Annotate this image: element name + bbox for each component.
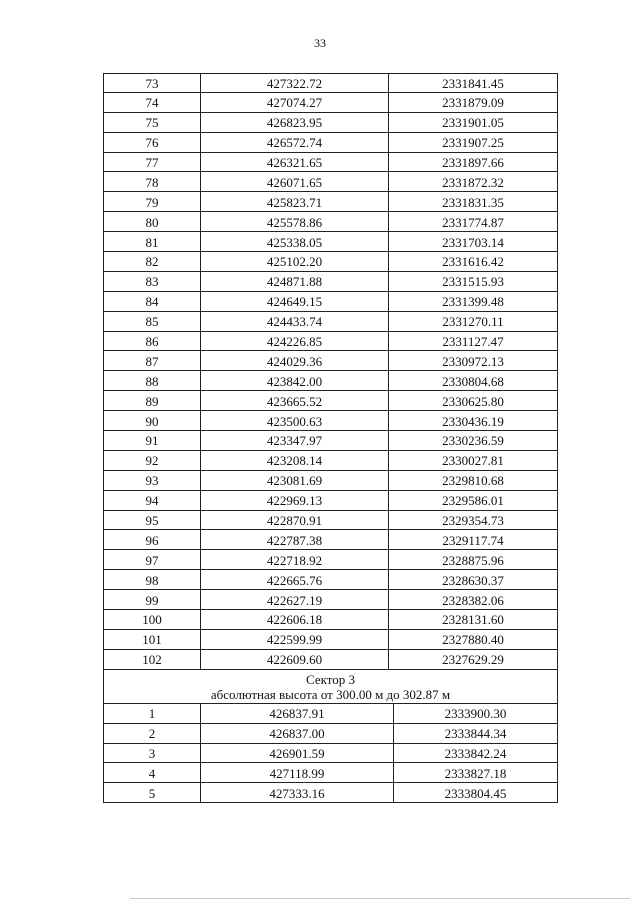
x-coordinate-cell: 422718.92 <box>201 550 389 569</box>
y-coordinate-cell: 2331127.47 <box>442 334 504 350</box>
y-coordinate-cell: 2331616.42 <box>442 254 504 270</box>
point-number-cell: 5 <box>104 783 201 802</box>
table-row <box>103 744 558 764</box>
x-coordinate-cell: 427322.72 <box>201 74 389 92</box>
table-row <box>103 153 558 173</box>
y-coordinate-cell: 2328131.60 <box>442 612 504 628</box>
x-coordinate-cell: 427333.16 <box>201 783 394 802</box>
table-row <box>103 704 558 724</box>
table-row <box>103 630 558 650</box>
table-row <box>103 451 558 471</box>
y-coordinate-cell: 2328382.06 <box>442 592 504 608</box>
y-coordinate-cell: 2330236.59 <box>442 433 504 449</box>
y-coordinate-cell: 2330625.80 <box>442 393 504 409</box>
point-number-cell: 78 <box>104 172 201 191</box>
x-coordinate-cell: 426823.95 <box>201 113 389 132</box>
point-number-cell: 81 <box>104 232 201 251</box>
table-row <box>103 550 558 570</box>
table-row <box>103 511 558 531</box>
y-coordinate-cell: 2333827.18 <box>444 765 507 781</box>
point-number-cell: 90 <box>104 411 201 430</box>
x-coordinate-cell: 422665.76 <box>201 570 389 589</box>
x-coordinate-cell: 422787.38 <box>201 530 389 549</box>
point-number-cell: 4 <box>104 763 201 782</box>
y-coordinate-cell: 2333900.30 <box>444 706 507 722</box>
x-coordinate-cell: 422969.13 <box>201 491 389 510</box>
point-number-cell: 92 <box>104 451 201 470</box>
y-coordinate-cell: 2327629.29 <box>442 652 504 668</box>
y-coordinate-cell: 2331831.35 <box>442 194 504 210</box>
x-coordinate-cell: 423347.97 <box>201 431 389 450</box>
point-number-cell: 94 <box>104 491 201 510</box>
table-row <box>103 371 558 391</box>
y-coordinate-cell: 2331872.32 <box>442 174 504 190</box>
point-number-cell: 88 <box>104 371 201 390</box>
table-row <box>103 391 558 411</box>
table-row <box>103 491 558 511</box>
x-coordinate-cell: 424226.85 <box>201 332 389 351</box>
sector-header <box>103 670 558 704</box>
y-coordinate-cell: 2331399.48 <box>442 294 504 310</box>
y-coordinate-cell: 2333844.34 <box>444 726 507 742</box>
table-row <box>103 93 558 113</box>
x-coordinate-cell: 427118.99 <box>201 763 394 782</box>
y-coordinate-cell: 2328630.37 <box>442 572 504 588</box>
table-row <box>103 133 558 153</box>
y-coordinate-cell: 2331515.93 <box>442 274 504 290</box>
x-coordinate-cell: 422606.18 <box>201 610 389 629</box>
x-coordinate-cell: 423665.52 <box>201 391 389 410</box>
table-row <box>103 332 558 352</box>
x-coordinate-cell: 423842.00 <box>201 371 389 390</box>
x-coordinate-cell: 426572.74 <box>201 133 389 152</box>
x-coordinate-cell: 425338.05 <box>201 232 389 251</box>
y-coordinate-cell: 2331270.11 <box>442 314 504 330</box>
y-coordinate-cell: 2331774.87 <box>442 214 504 230</box>
x-coordinate-cell: 424649.15 <box>201 292 389 311</box>
x-coordinate-cell: 427074.27 <box>201 93 389 112</box>
table-row <box>103 724 558 744</box>
point-number-cell: 97 <box>104 550 201 569</box>
point-number-cell: 93 <box>104 471 201 490</box>
y-coordinate-cell: 2329810.68 <box>442 473 504 489</box>
point-number-cell: 73 <box>104 74 201 92</box>
x-coordinate-cell: 424871.88 <box>201 272 389 291</box>
table-row <box>103 471 558 491</box>
table-row <box>103 590 558 610</box>
y-coordinate-cell: 2331901.05 <box>442 115 504 131</box>
x-coordinate-cell: 422627.19 <box>201 590 389 609</box>
y-coordinate-cell: 2327880.40 <box>442 632 504 648</box>
point-number-cell: 82 <box>104 252 201 271</box>
y-coordinate-cell: 2328875.96 <box>442 552 504 568</box>
x-coordinate-cell: 422609.60 <box>201 650 389 669</box>
x-coordinate-cell: 424029.36 <box>201 351 389 370</box>
point-number-cell: 79 <box>104 192 201 211</box>
y-coordinate-cell: 2330804.68 <box>442 373 504 389</box>
table-body-sector-3 <box>103 704 558 803</box>
scan-edge-line <box>130 898 630 899</box>
point-number-cell: 3 <box>104 744 201 763</box>
x-coordinate-cell: 425578.86 <box>201 212 389 231</box>
table-row <box>103 73 558 93</box>
table-row <box>103 411 558 431</box>
y-coordinate-cell: 2330972.13 <box>442 353 504 369</box>
sector-title: Сектор 3 <box>305 671 355 687</box>
table-row <box>103 763 558 783</box>
point-number-cell: 100 <box>104 610 201 629</box>
point-number-cell: 95 <box>104 511 201 530</box>
table-row <box>103 351 558 371</box>
table-row <box>103 650 558 670</box>
x-coordinate-cell: 423500.63 <box>201 411 389 430</box>
point-number-cell: 98 <box>104 570 201 589</box>
table-row <box>103 610 558 630</box>
y-coordinate-cell: 2333842.24 <box>444 745 507 761</box>
table-row <box>103 172 558 192</box>
table-row <box>103 272 558 292</box>
table-row <box>103 192 558 212</box>
x-coordinate-cell: 426071.65 <box>201 172 389 191</box>
table-row <box>103 212 558 232</box>
point-number-cell: 102 <box>104 650 201 669</box>
table-row <box>103 570 558 590</box>
y-coordinate-cell: 2330436.19 <box>442 413 504 429</box>
table-row <box>103 312 558 332</box>
x-coordinate-cell: 423081.69 <box>201 471 389 490</box>
x-coordinate-cell: 426321.65 <box>201 153 389 172</box>
point-number-cell: 83 <box>104 272 201 291</box>
y-coordinate-cell: 2331879.09 <box>442 95 504 111</box>
y-coordinate-cell: 2331907.25 <box>442 135 504 151</box>
table-row <box>103 530 558 550</box>
y-coordinate-cell: 2331897.66 <box>442 155 504 170</box>
x-coordinate-cell: 426837.00 <box>201 724 394 743</box>
point-number-cell: 77 <box>104 153 201 172</box>
table-row <box>103 783 558 803</box>
point-number-cell: 96 <box>104 530 201 549</box>
point-number-cell: 74 <box>104 93 201 112</box>
table-row <box>103 431 558 451</box>
x-coordinate-cell: 425823.71 <box>201 192 389 211</box>
point-number-cell: 84 <box>104 292 201 311</box>
sector-subtitle: абсолютная высота от 300.00 м до 302.87 м <box>210 686 451 702</box>
point-number-cell: 101 <box>104 630 201 649</box>
x-coordinate-cell: 426901.59 <box>201 744 394 763</box>
point-number-cell: 76 <box>104 133 201 152</box>
point-number-cell: 85 <box>104 312 201 331</box>
table-body-sector-2 <box>103 73 558 670</box>
point-number-cell: 2 <box>104 724 201 743</box>
point-number-cell: 80 <box>104 212 201 231</box>
x-coordinate-cell: 425102.20 <box>201 252 389 271</box>
point-number-cell: 1 <box>104 704 201 723</box>
point-number-cell: 89 <box>104 391 201 410</box>
x-coordinate-cell: 422870.91 <box>201 511 389 530</box>
point-number-cell: 87 <box>104 351 201 370</box>
point-number-cell: 91 <box>104 431 201 450</box>
x-coordinate-cell: 424433.74 <box>201 312 389 331</box>
x-coordinate-cell: 426837.91 <box>201 704 394 723</box>
y-coordinate-cell: 2329117.74 <box>442 532 504 548</box>
y-coordinate-cell: 2331841.45 <box>442 75 504 91</box>
y-coordinate-cell: 2331703.14 <box>442 234 504 250</box>
y-coordinate-cell: 2329354.73 <box>442 513 504 529</box>
y-coordinate-cell: 2330027.81 <box>442 453 504 469</box>
coordinates-table <box>103 73 558 803</box>
point-number-cell: 99 <box>104 590 201 609</box>
point-number-cell: 86 <box>104 332 201 351</box>
table-row <box>103 113 558 133</box>
x-coordinate-cell: 423208.14 <box>201 451 389 470</box>
table-row <box>103 252 558 272</box>
y-coordinate-cell: 2329586.01 <box>442 493 504 509</box>
page-number: 33 <box>314 36 326 50</box>
x-coordinate-cell: 422599.99 <box>201 630 389 649</box>
table-row <box>103 292 558 312</box>
point-number-cell: 75 <box>104 113 201 132</box>
table-row <box>103 232 558 252</box>
y-coordinate-cell: 2333804.45 <box>444 785 507 801</box>
